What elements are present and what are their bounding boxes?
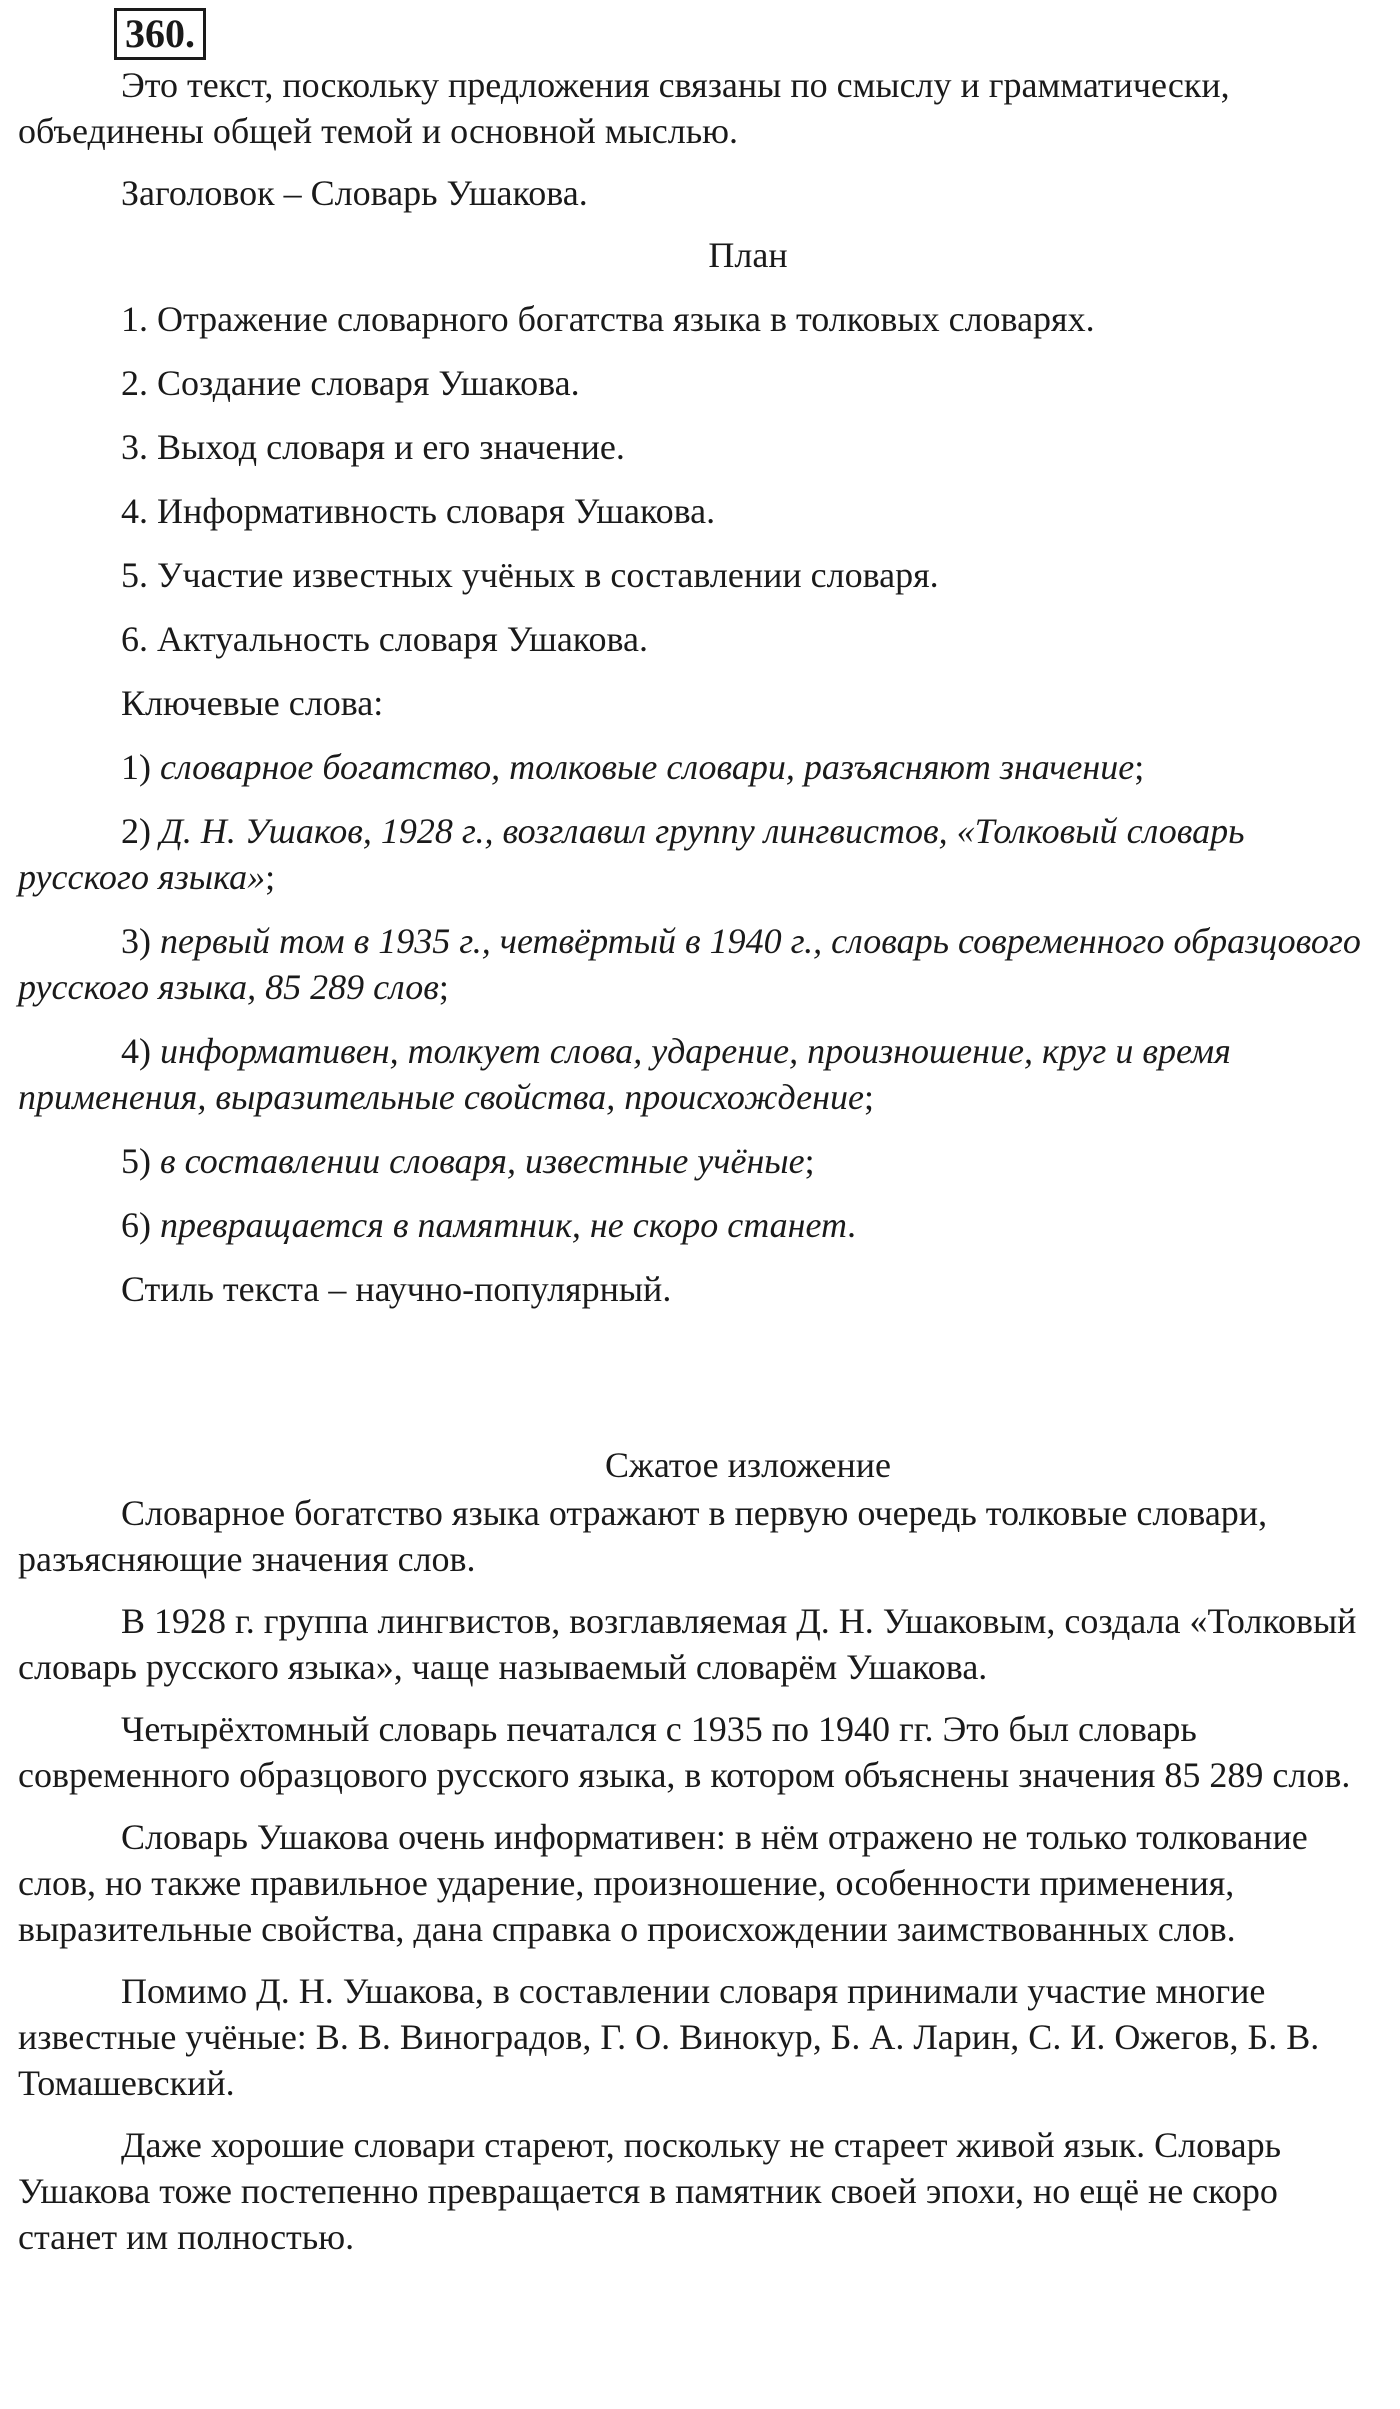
summary-paragraph: Даже хорошие словари стареют, поскольку не стареет живой язык. Словарь Ушакова тоже постепенно превращается в памятник своей эпохи, но ещё не скоро станет им полностью. xyxy=(18,2125,1282,2257)
plan-item: 1. Отражение словарного богатства языка в толковых словарях. xyxy=(121,299,1095,339)
keyword-end: ; xyxy=(804,1141,815,1181)
keyword-text: Д. Н. Ушаков, 1928 г., возглавил группу лингвистов, «Толковый словарь русского языка» xyxy=(18,811,1245,897)
plan-heading: План xyxy=(708,235,788,275)
keywords-heading: Ключевые слова: xyxy=(121,683,384,723)
keyword-number: 4) xyxy=(121,1031,160,1071)
title-line: Заголовок – Словарь Ушакова. xyxy=(121,173,588,213)
keyword-number: 2) xyxy=(121,811,160,851)
plan-item: 2. Создание словаря Ушакова. xyxy=(121,363,580,403)
keyword-text: первый том в 1935 г., четвёртый в 1940 г., словарь современного образцового русского языка, 85 289 слов xyxy=(18,921,1361,1007)
keyword-text: в составлении словаря, известные учёные xyxy=(160,1141,805,1181)
summary-paragraph: Словарь Ушакова очень информативен: в нём отражено не только толкование слов, но также правильное ударение, произношение, особенности применения, выразительные свойства, дана справка о происхождении заимствованных слов. xyxy=(18,1817,1308,1949)
keyword-text: информативен, толкует слова, ударение, произношение, круг и время применения, выразительные свойства, происхождение xyxy=(18,1031,1231,1117)
style-line: Стиль текста – научно-популярный. xyxy=(121,1269,672,1309)
keyword-number: 1) xyxy=(121,747,160,787)
keyword-end: ; xyxy=(863,1077,874,1117)
plan-item: 4. Информативность словаря Ушакова. xyxy=(121,491,716,531)
plan-item: 5. Участие известных учёных в составлении словаря. xyxy=(121,555,939,595)
keyword-line xyxy=(18,1138,1378,1184)
keyword-number: 3) xyxy=(121,921,160,961)
keyword-line xyxy=(18,744,1378,790)
intro-paragraph: Это текст, поскольку предложения связаны по смыслу и грамматически, объединены общей темой и основной мыслью. xyxy=(18,65,1230,151)
keyword-end: ; xyxy=(438,967,449,1007)
plan-item: 3. Выход словаря и его значение. xyxy=(121,427,625,467)
keyword-text: словарное богатство, толковые словари, разъясняют значение xyxy=(160,747,1135,787)
keyword-line xyxy=(18,1028,1378,1120)
summary-heading: Сжатое изложение xyxy=(604,1445,892,1485)
keyword-end: ; xyxy=(265,857,276,897)
keyword-end: ; xyxy=(1134,747,1145,787)
summary-paragraph: Словарное богатство языка отражают в первую очередь толковые словари, разъясняющие значения слов. xyxy=(18,1493,1268,1579)
keyword-number: 6) xyxy=(121,1205,160,1245)
section-gap xyxy=(18,1312,1378,1442)
keyword-end: . xyxy=(847,1205,856,1245)
summary-paragraph: Четырёхтомный словарь печатался с 1935 по 1940 гг. Это был словарь современного образцового русского языка, в котором объяснены значения 85 289 слов. xyxy=(18,1709,1351,1795)
keyword-text: превращается в памятник, не скоро станет xyxy=(160,1205,847,1245)
summary-paragraph: Помимо Д. Н. Ушакова, в составлении словаря принимали участие многие известные учёные: В. В. Виноградов, Г. О. Винокур, Б. А. Ларин, С. И. Ожегов, Б. В. Томашевский. xyxy=(18,1971,1320,2103)
keyword-line xyxy=(18,1202,1378,1248)
plan-item: 6. Актуальность словаря Ушакова. xyxy=(121,619,648,659)
keyword-number: 5) xyxy=(121,1141,160,1181)
summary-paragraph: В 1928 г. группа лингвистов, возглавляемая Д. Н. Ушаковым, создала «Толковый словарь русского языка», чаще называемый словарём Ушакова. xyxy=(18,1601,1357,1687)
keyword-line xyxy=(18,918,1378,1010)
exercise-number: 360. xyxy=(114,8,206,60)
keyword-line xyxy=(18,808,1378,900)
